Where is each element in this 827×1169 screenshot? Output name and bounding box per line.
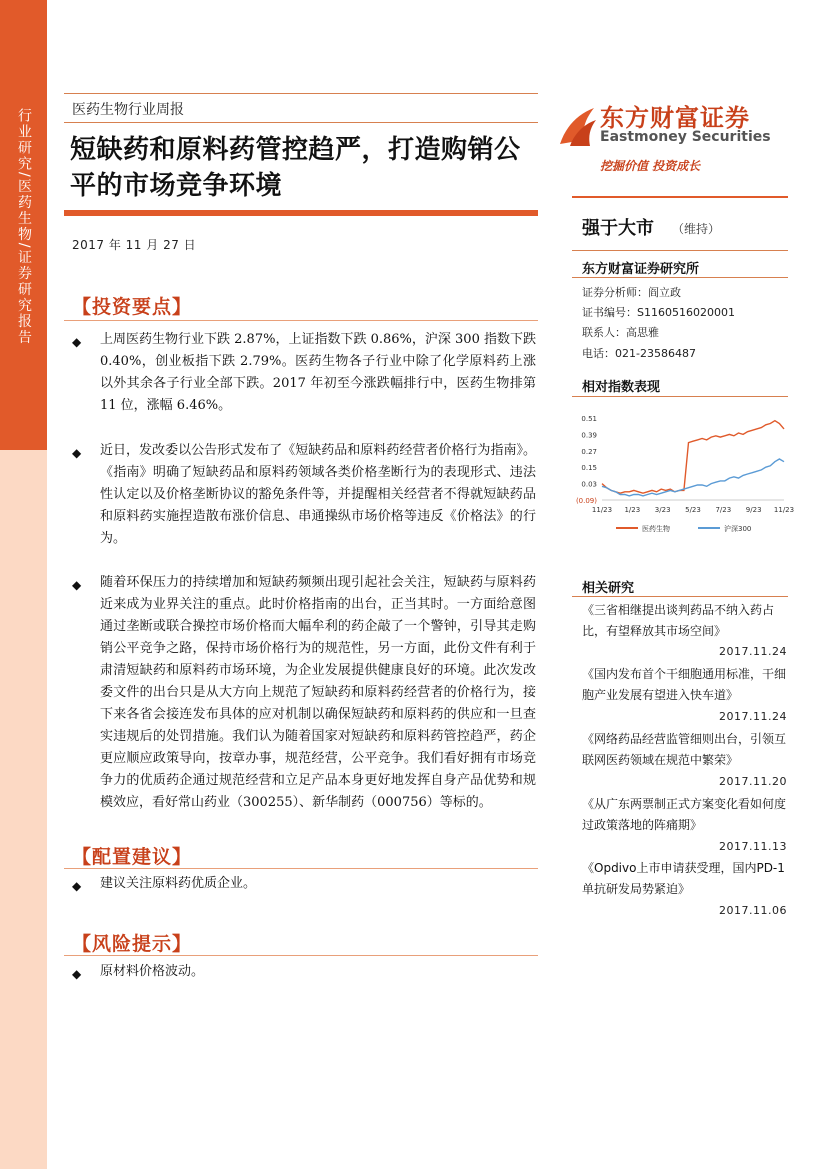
- institute-name: 东方财富证券研究所: [582, 262, 700, 277]
- sidebar-label: 行业研究/医药生物/证券研究报告: [16, 108, 32, 346]
- section-rule: [64, 320, 538, 321]
- brand-slogan: 挖掘价值 投资成长: [600, 159, 701, 173]
- title-underline: [64, 210, 538, 216]
- paragraph: 原材料价格波动。: [100, 964, 205, 979]
- contact: 联系人：高思雅: [582, 326, 659, 339]
- x-tick-label: 9/23: [745, 506, 762, 514]
- rating-sub: （维持）: [672, 222, 721, 236]
- legend-label: 沪深300: [724, 525, 752, 533]
- paragraph: 建议关注原料药优质企业。: [100, 876, 257, 891]
- y-tick-label: 0.51: [581, 415, 597, 423]
- x-tick-label: 11/23: [773, 506, 795, 514]
- report-type: 医药生物行业周报: [72, 102, 184, 118]
- page-title: 短缺药和原料药管控趋严，打造购销公平的市场竞争环境: [70, 135, 521, 201]
- header-rule-top: [64, 93, 538, 94]
- related-date: 2017.11.24: [719, 645, 787, 658]
- related-date: 2017.11.06: [719, 904, 787, 917]
- chart-title: 相对指数表现: [582, 380, 661, 395]
- bullet-icon: ◆: [72, 446, 82, 460]
- y-tick-label: 0.39: [581, 431, 597, 440]
- related-heading: 相关研究: [582, 581, 635, 596]
- section-heading-invest: 【投资要点】: [72, 296, 193, 318]
- related-item: 《从广东两票制正式方案变化看如何度过政策落地的阵痛期》: [582, 797, 787, 832]
- cert-number: 证书编号：S1160516020001: [582, 306, 735, 319]
- brand-name-cn: 东方财富证券: [600, 104, 750, 132]
- y-tick-label: 0.15: [581, 464, 597, 473]
- y-tick-label: (0.09): [575, 497, 597, 505]
- analyst: 证券分析师：阎立政: [582, 286, 681, 299]
- x-tick-label: 7/23: [715, 506, 732, 514]
- related-item: 《国内发布首个干细胞通用标准，干细胞产业发展有望进入快车道》: [582, 667, 787, 702]
- x-tick-label: 11/23: [591, 506, 613, 514]
- sidebar-band-light: [0, 450, 47, 1169]
- paragraph: 随着环保压力的持续增加和短缺药频频出现引起社会关注，短缺药与原料药近来成为业界关注的重点。此时价格指南的出台，正当其时。一方面给意图通过垄断或联合操控市场价格而大幅牟利的药企敲了一个警钟，引导其走购销公平竞争之路，保持市场价格行为的规范性，另一方面，此份文件有利于肃清短缺药和原料药市场环境，为企业发展提供健康良好的环境。此次发改委文件的出台只是从大方向上规范了短缺药和原料药经营者的价格行为，接下来各省会接连发布具体的应对机制以确保短缺药和原料药的供应和一旦查实违规后的处罚措施。我们认为随着国家对短缺药和原料药管控趋严，药企更应顺应政策导向，按章办事，规范经营，公平竞争。我们看好拥有市场竞争力的优质药企通过规范经营和立足产品本身更好地发挥自身产品优势和规模效应，看好常山药业（300255）、新华制药（000756）等标的。: [100, 575, 536, 810]
- related-date: 2017.11.13: [719, 840, 787, 853]
- bullet-icon: ◆: [72, 879, 82, 893]
- relative-index-chart: [572, 404, 795, 540]
- bullet-icon: ◆: [72, 578, 82, 592]
- x-tick-label: 5/23: [685, 506, 701, 514]
- y-tick-label: 0.27: [581, 447, 597, 456]
- section-heading-risk: 【风险提示】: [72, 933, 193, 955]
- section-rule: [64, 868, 538, 869]
- y-tick-label: 0.03: [581, 480, 597, 489]
- paragraph: 近日，发改委以公告形式发布了《短缺药品和原料药经营者价格行为指南》。《指南》明确了短缺药品和原料药领域各类价格垄断行为的表现形式、违法性认定以及价格垄断协议的豁免条件等，并提醒相关经营者不得就短缺药品和原料药实施捏造散布涨价信息、串通操纵市场价格等违反《价格法》的行为。: [100, 443, 536, 546]
- series-line: [602, 459, 784, 496]
- right-column-rule: [572, 196, 788, 198]
- rating-rule: [572, 250, 788, 251]
- x-tick-label: 3/23: [654, 506, 671, 514]
- report-date: 2017 年 11 月 27 日: [72, 238, 197, 252]
- bullet-icon: ◆: [72, 335, 82, 349]
- x-tick-label: 1/23: [624, 506, 641, 514]
- related-rule: [572, 596, 788, 597]
- paragraph: 上周医药生物行业下跌 2.87%，上证指数下跌 0.86%，沪深 300 指数下跌 0.40%，创业板指下跌 2.79%。医药生物各子行业中除了化学原料药上涨以外其余各子行业全部下跌。2017 年初至今涨跌幅排行中，医药生物排第 11 位，涨幅 6.46%。: [100, 332, 536, 413]
- related-item: 《Opdivo上市申请获受理，国内PD-1单抗研发局势紧迫》: [582, 861, 785, 896]
- section-heading-config: 【配置建议】: [72, 846, 193, 868]
- related-date: 2017.11.24: [719, 710, 787, 723]
- header-rule: [64, 122, 538, 123]
- brand-name-en: Eastmoney Securities: [600, 129, 771, 145]
- section-rule: [64, 955, 538, 956]
- phone: 电话：021-23586487: [582, 347, 696, 360]
- related-item: 《三省相继提出谈判药品不纳入药占比，有望释放其市场空间》: [582, 603, 775, 638]
- bullet-icon: ◆: [72, 967, 82, 981]
- chart-rule: [572, 396, 788, 397]
- rating-label: 强于大市: [582, 218, 654, 239]
- legend-label: 医药生物: [642, 525, 670, 533]
- institute-rule: [572, 277, 788, 278]
- related-date: 2017.11.20: [719, 775, 787, 788]
- series-line: [602, 421, 784, 494]
- related-item: 《网络药品经营监管细则出台，引领互联网医药领域在规范中繁荣》: [582, 732, 787, 767]
